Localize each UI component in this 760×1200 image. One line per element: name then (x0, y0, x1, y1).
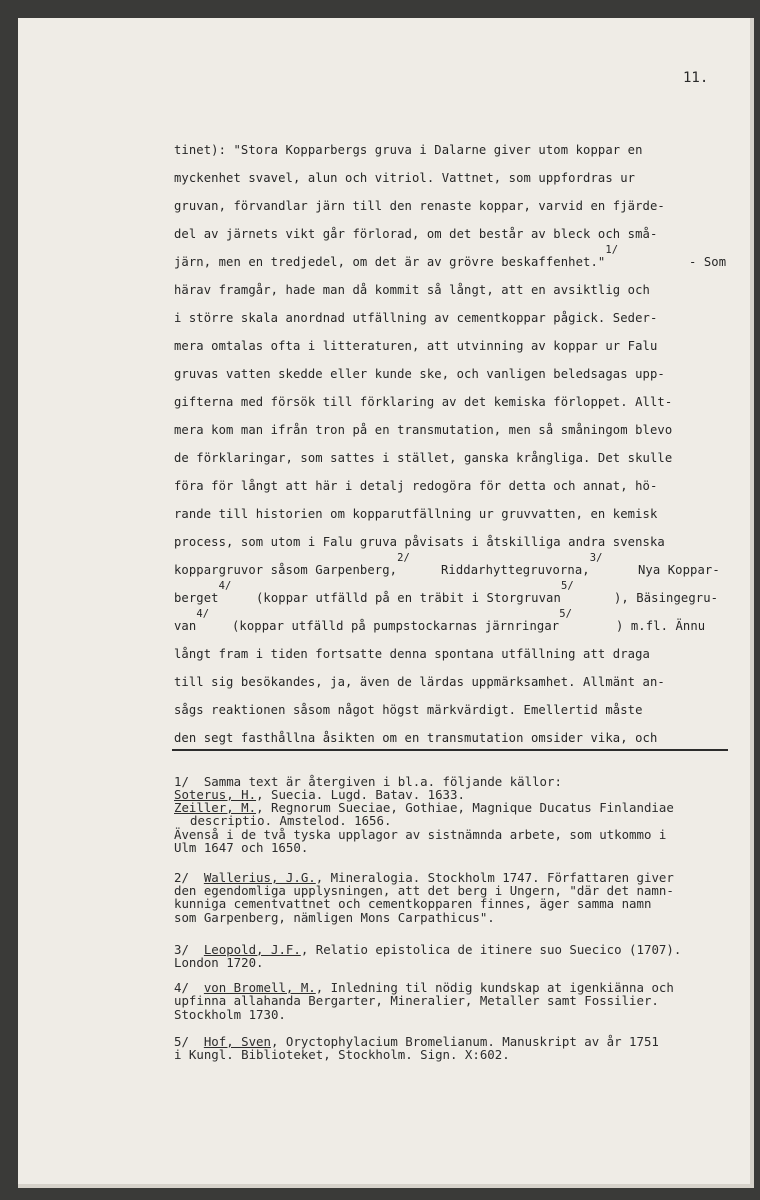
footnote-text: , Relatio epistolica de itinere suo Suecico (1707). (300, 942, 682, 957)
footnote-text: , Suecia. Lugd. Batav. 1633. (256, 787, 465, 802)
body-line: långt fram i tiden fortsatte denna spontana utfällning att draga (174, 647, 650, 661)
body-line-text: (koppar utfälld på en träbit i Storgruvan (256, 591, 561, 605)
footnote-number: 5/ (174, 1034, 189, 1049)
body-line: mera omtalas ofta i litteraturen, att utvinning av koppar ur Falu (174, 339, 658, 353)
body-line: mera kom man ifrån tron på en transmutation, men så småningom blevo (174, 423, 673, 437)
footnote-divider (172, 749, 728, 751)
footnote-text: Samma text är återgiven i bl.a. följande källor: (203, 774, 562, 789)
footnote-text: upfinna allahanda Bergarter, Mineralier, Metaller samt Fossilier. (174, 993, 659, 1008)
body-line: del av järnets vikt går förlorad, om det består av bleck och små- (174, 227, 658, 241)
body-line: rande till historien om kopparutfällning ur gruvvatten, en kemisk (174, 507, 658, 521)
footnote-text: Ävenså i de två tyska upplagor av sistnämnda arbete, som utkommo i (174, 827, 667, 842)
body-line: ) m.fl. Ännu (616, 619, 706, 633)
body-line: - Som (689, 255, 727, 269)
body-line-text: (koppar utfälld på pumpstockarnas järnringar (232, 619, 560, 633)
body-line-text: Riddarhyttegruvorna, (441, 563, 590, 577)
document-page (18, 18, 754, 1188)
body-line: myckenhet svavel, alun och vitriol. Vattnet, som uppfordras ur (174, 171, 636, 185)
body-line-text: järn, men en tredjedel, om det är av grövre beskaffenhet." (174, 255, 606, 269)
body-line: den segt fasthållna åsikten om en transmutation omsider vika, och (174, 731, 658, 745)
footnote-text: Stockholm 1730. (174, 1007, 286, 1022)
footnote-author: von Bromell, M. (203, 980, 316, 995)
body-line: järn, men en tredjedel, om det är av grövre beskaffenhet."$^{1/}$ (174, 244, 619, 269)
footnote-text: i Kungl. Biblioteket, Stockholm. Sign. X:602. (174, 1047, 510, 1062)
body-line: tinet): "Stora Kopparbergs gruva i Dalarne giver utom koppar en (174, 143, 643, 157)
footnote-text: den egendomliga upplysningen, att det berg i Ungern, "där det namn- (174, 883, 674, 898)
footnote-number: 3/ (174, 942, 189, 957)
body-line: Riddarhyttegruvorna,$^{3/}$ (441, 552, 603, 577)
footnote-author: Zeiller, M. (174, 800, 257, 815)
body-line-text: van (174, 619, 197, 633)
body-line-text: koppargruvor såsom Garpenberg, (174, 563, 398, 577)
body-line: sågs reaktionen såsom något högst märkvärdigt. Emellertid måste (174, 703, 643, 717)
footnote-number: 4/ (174, 980, 189, 995)
footnote-text: , Inledning til nödig kundskap at igenkiänna och (315, 980, 674, 995)
footnote-text: , Mineralogia. Stockholm 1747. Författaren giver (315, 870, 674, 885)
footnote-author: Leopold, J.F. (203, 942, 301, 957)
body-line: härav framgår, hade man då kommit så långt, att en avsiktlig och (174, 283, 650, 297)
footnote-text: som Garpenberg, nämligen Mons Carpathicus". (174, 910, 495, 925)
body-line: Nya Koppar- (638, 563, 720, 577)
footnote-text: , Regnorum Sueciae, Gothiae, Magnique Ducatus Finlandiae (256, 800, 674, 815)
footnote-author: Wallerius, J.G. (203, 870, 316, 885)
footnote-text: kunniga cementvattnet och cementkopparen finnes, äger samma namn (174, 896, 652, 911)
body-line: föra för långt att här i detalj redogöra för detta och annat, hö- (174, 479, 658, 493)
body-line: koppargruvor såsom Garpenberg,$^{2/}$ (174, 552, 410, 577)
body-line: gruvas vatten skedde eller kunde ske, och vanligen beledsagas upp- (174, 367, 665, 381)
body-line: i större skala anordnad utfällning av cementkoppar pågick. Seder- (174, 311, 658, 325)
footnote-number: 2/ (174, 870, 189, 885)
body-line: de förklaringar, som sattes i stället, ganska krångliga. Det skulle (174, 451, 673, 465)
body-line: till sig besökandes, ja, även de lärdas uppmärksamhet. Allmänt an- (174, 675, 665, 689)
page-number: 11. (683, 70, 709, 86)
footnote-number: 1/ (174, 774, 189, 789)
body-line-text: berget (174, 591, 219, 605)
body-line: (koppar utfälld på en träbit i Storgruvan$^{5/}$ (256, 580, 574, 605)
body-line: berget$^{4/}$ (174, 580, 232, 605)
footnote-text: , Oryctophylacium Bromelianum. Manuskript av år 1751 (270, 1034, 659, 1049)
body-line: ), Bäsingegru- (614, 591, 719, 605)
footnote-author: Hof, Sven (203, 1034, 271, 1049)
footnote-text: descriptio. Amstelod. 1656. (190, 813, 392, 828)
footnote-text: London 1720. (174, 955, 264, 970)
body-line: gruvan, förvandlar järn till den renaste koppar, varvid en fjärde- (174, 199, 665, 213)
footnote-author: Soterus, H. (174, 787, 257, 802)
body-line: van$^{4/}$ (174, 608, 210, 633)
body-line: (koppar utfälld på pumpstockarnas järnringar$^{5/}$ (232, 608, 573, 633)
footnote-text: Ulm 1647 och 1650. (174, 840, 309, 855)
body-line: gifterna med försök till förklaring av det kemiska förloppet. Allt- (174, 395, 673, 409)
body-line: process, som utom i Falu gruva påvisats i åtskilliga andra svenska (174, 535, 665, 549)
